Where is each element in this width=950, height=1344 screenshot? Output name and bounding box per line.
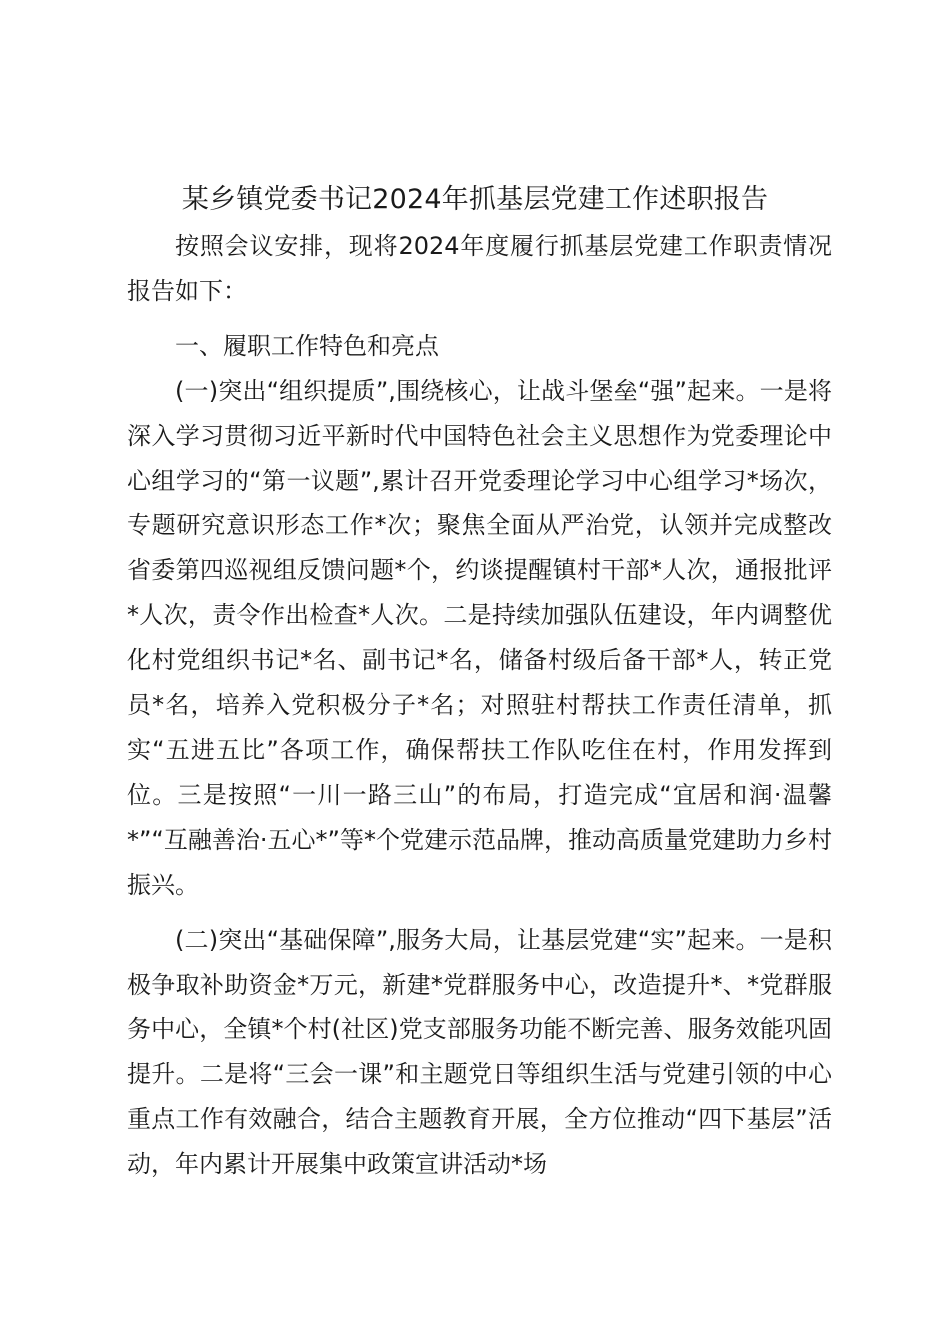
document-body (127, 224, 832, 1187)
paragraph-2: (二)突出“基础保障”,服务大局，让基层党建“实”起来。一是积极争取补助资金*万元，新建*党群服务中心，改造提升*、*党群服务中心，全镇*个村(社区)党支部服务功能不断完善、服务效能巩固提升。二是将“三会一课”和主题党日等组织生活与党建引领的中心重点工作有效融合，结合主题教育开展，全方位推动“四下基层”活动，年内累计开展集中政策宣讲活动*场 (127, 925, 832, 1179)
section-heading: 一、履职工作特色和亮点 (175, 331, 439, 360)
paragraph-1: (一)突出“组织提质”,围绕核心，让战斗堡垒“强”起来。一是将深入学习贯彻习近平新时代中国特色社会主义思想作为党委理论中心组学习的“第一议题”,累计召开党委理论学习中心组学习*场次，专题研究意识形态工作*次；聚焦全面从严治党，认领并完成整改省委第四巡视组反馈问题*个，约谈提醒镇村干部*人次，通报批评*人次，责令作出检查*人次。二是持续加强队伍建设，年内调整优化村党组织书记*名、副书记*名，储备村级后备干部*人，转正党员*名，培养入党积极分子*名；对照驻村帮扶工作责任清单，抓实“五进五比”各项工作，确保帮扶工作队吃住在村，作用发挥到位。三是按照“一川一路三山”的布局，打造完成“宜居和润·温馨*”“互融善治·五心*”等*个党建示范品牌，推动高质量党建助力乡村振兴。 (127, 376, 832, 899)
document-title: 某乡镇党委书记2024年抓基层党建工作述职报告 (181, 184, 769, 215)
intro-paragraph: 按照会议安排，现将2024年度履行抓基层党建工作职责情况报告如下： (127, 232, 832, 305)
